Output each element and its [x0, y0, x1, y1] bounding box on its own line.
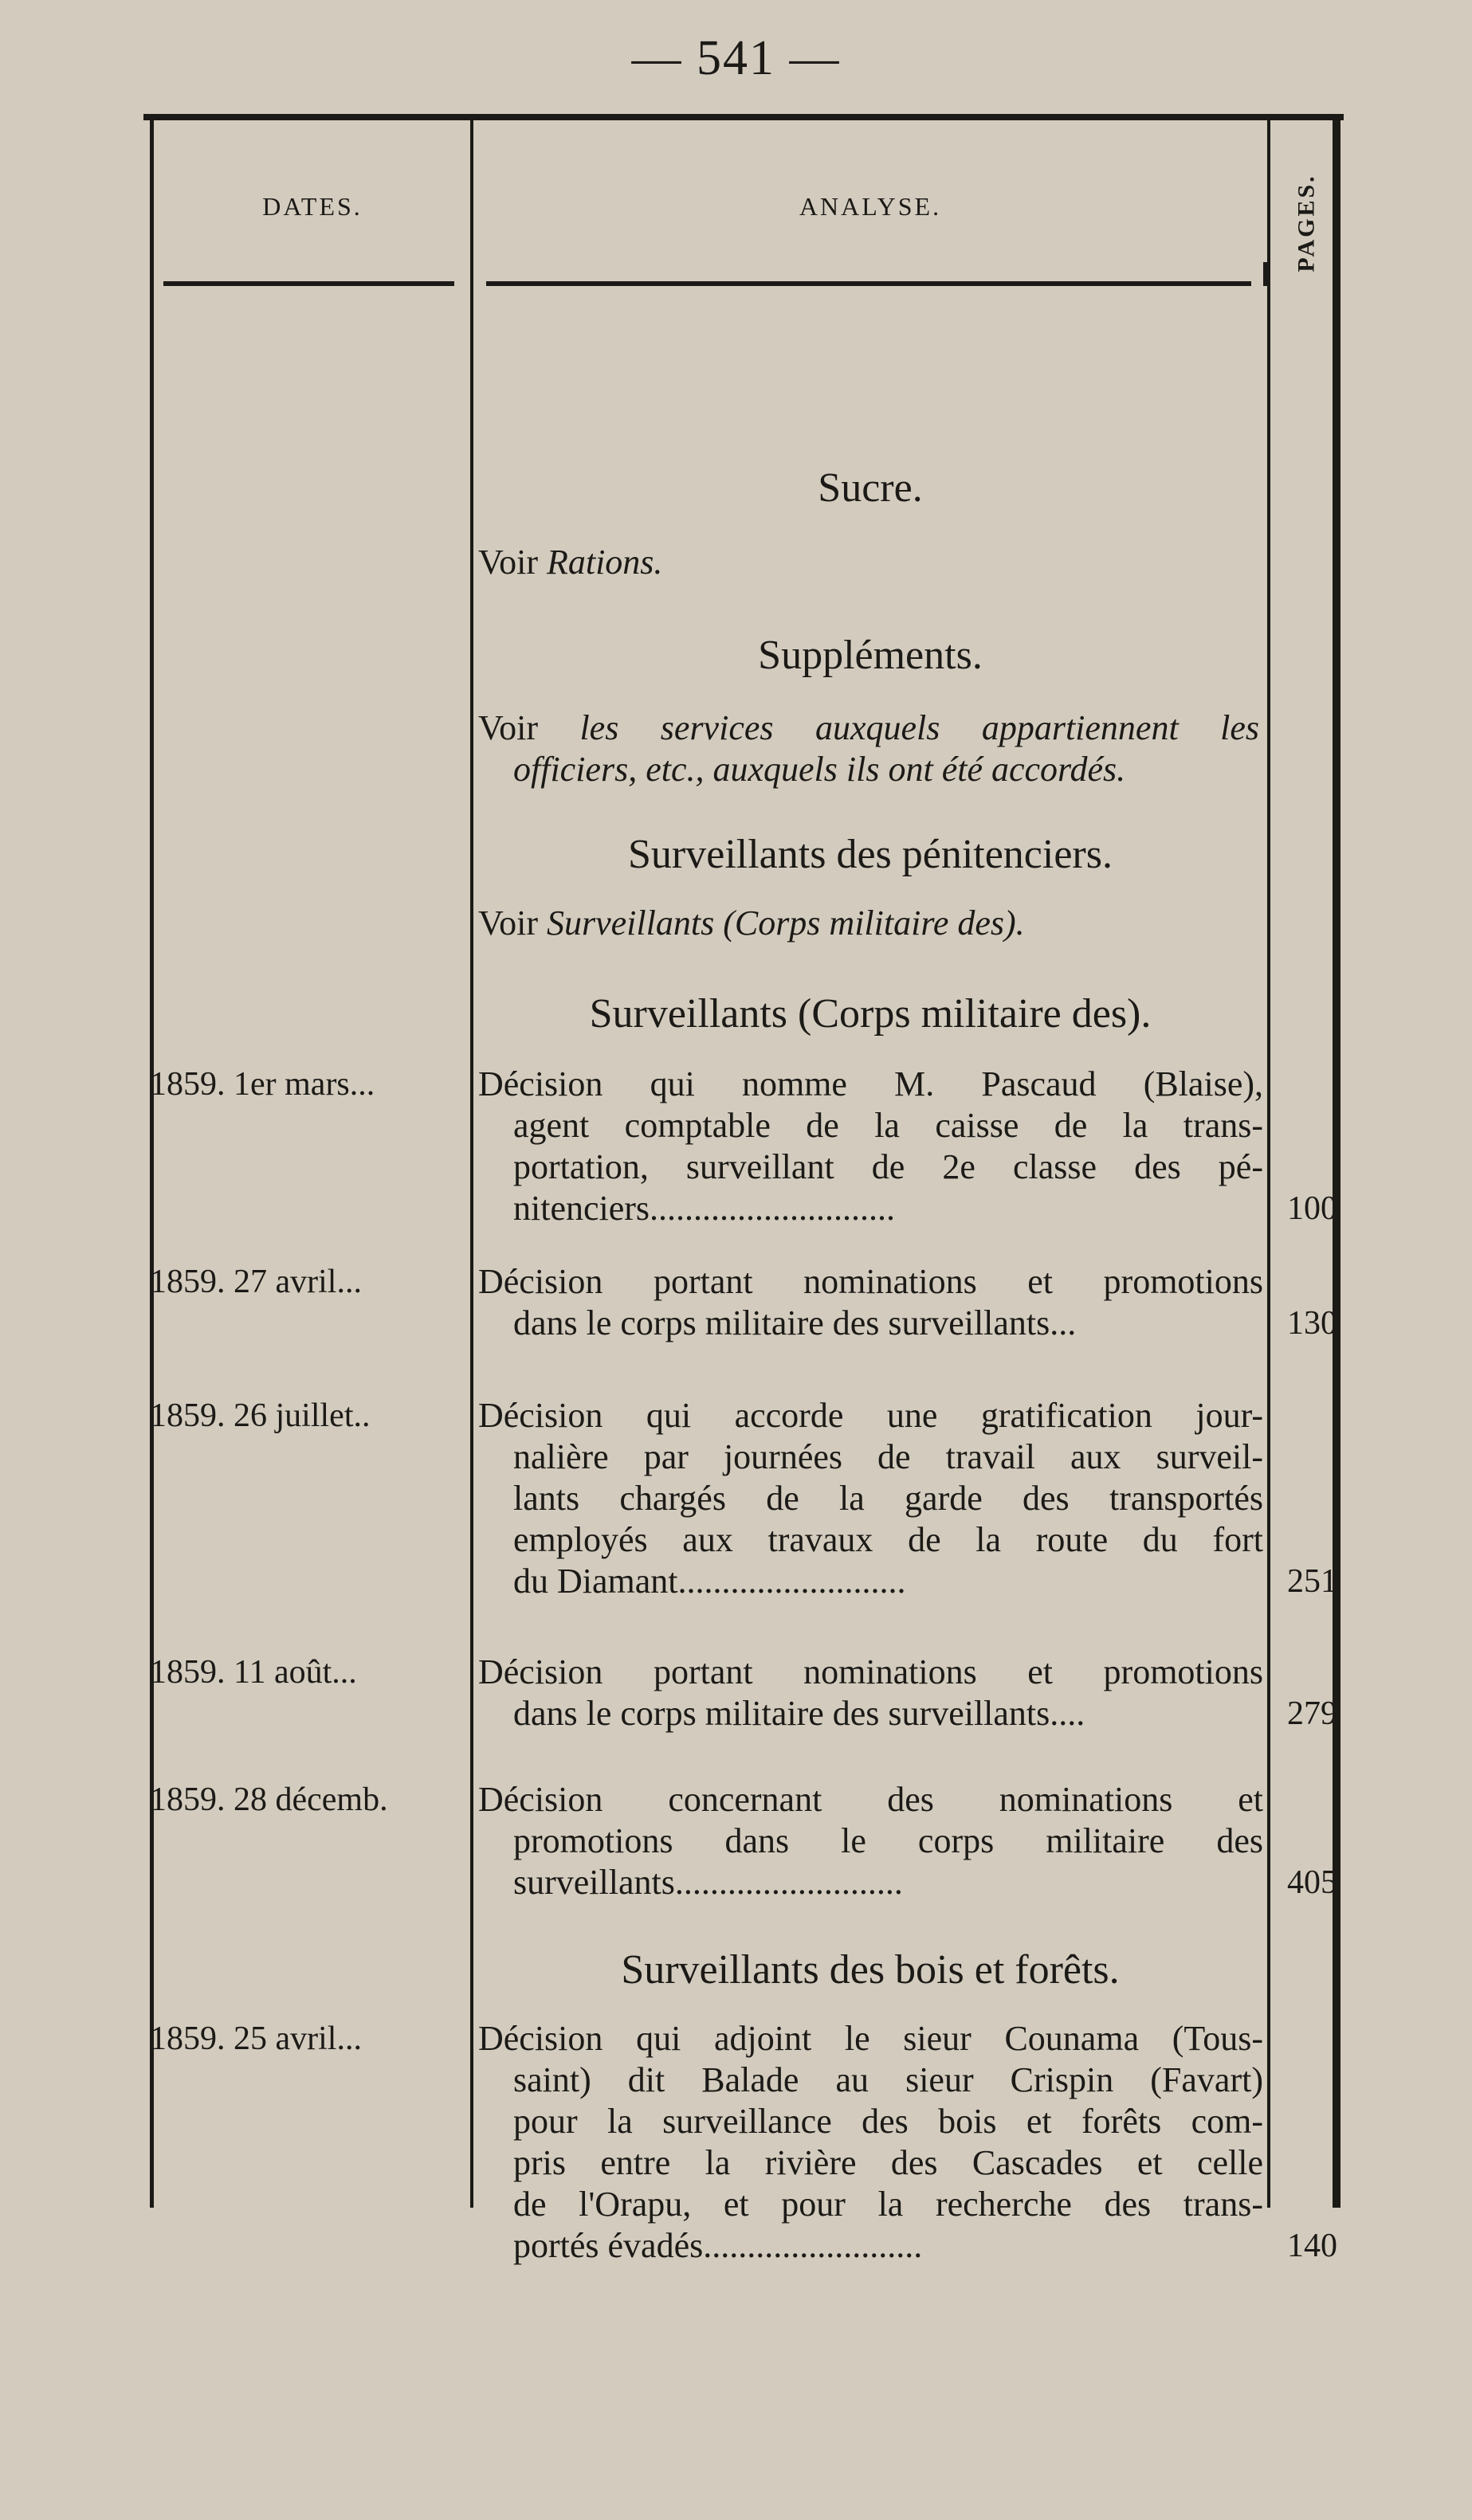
entry-line: du Diamant.......................... [513, 1562, 906, 1601]
entry-line: pour la surveillance des bois et forêts com- [513, 2102, 1263, 2141]
pages-column-header [1283, 139, 1331, 307]
voir-label: Voir [478, 543, 538, 582]
entry-line: promotions dans le corps militaire des [513, 1821, 1263, 1860]
entry-date: 1859. 27 avril... [150, 1264, 362, 1300]
pages-column-label: PAGES. [1293, 174, 1321, 272]
voir-label: Voir [478, 708, 538, 747]
entry-line: Décision qui nomme M. Pascaud (Blaise), [478, 1064, 1263, 1103]
entry-line: surveillants.......................... [513, 1863, 903, 1902]
voir-reference-penitenciers [478, 903, 1259, 944]
entry-line: dans le corps militaire des surveillants... [513, 1303, 1077, 1342]
entry-line: Décision qui adjoint le sieur Counama (Tous- [478, 2019, 1263, 2058]
entry-date: 1859. 26 juillet.. [150, 1397, 371, 1434]
entry-line: Décision portant nominations et promotions [478, 1652, 1263, 1691]
entry-line: nitenciers............................ [513, 1189, 896, 1228]
table-top-rule [143, 114, 1344, 120]
entry-analysis [478, 1064, 1263, 1229]
index-table [143, 114, 1344, 2265]
entry-analysis [478, 1261, 1263, 1344]
entry-date: 1859. 1er mars... [150, 1066, 375, 1103]
voir-target-continued: officiers, etc., auxquels ils ont été accordés. [513, 750, 1126, 789]
voir-target: Surveillants (Corps militaire des). [546, 903, 1025, 943]
voir-reference-sucre [478, 542, 1259, 583]
section-heading-sucre: Sucre. [818, 465, 923, 511]
entry-page: 140 [1287, 2228, 1337, 2264]
analyse-column-header: ANALYSE. [799, 192, 942, 221]
dates-header-rule [163, 281, 454, 286]
section-heading-surveillants-penitenciers: Surveillants des pénitenciers. [628, 832, 1113, 877]
entry-line: nalière par journées de travail aux surveil- [513, 1437, 1263, 1476]
entry-date: 1859. 11 août... [150, 1654, 357, 1691]
entry-line: employés aux travaux de la route du fort [513, 1520, 1263, 1559]
entry-line: pris entre la rivière des Cascades et celle [513, 2143, 1263, 2182]
page-number: — 541 — [631, 31, 841, 85]
entry-line: Décision portant nominations et promotions [478, 1262, 1263, 1301]
entry-page: 251 [1287, 1563, 1337, 1600]
section-heading-corps-militaire: Surveillants (Corps militaire des). [589, 991, 1152, 1037]
entry-page: 130 [1287, 1305, 1337, 1342]
entry-line: saint) dit Balade au sieur Crispin (Favart) [513, 2060, 1263, 2099]
analyse-header-rule [486, 281, 1251, 286]
entry-date: 1859. 28 décemb. [150, 1781, 388, 1818]
voir-reference-supplements [478, 707, 1259, 790]
section-heading-bois-forets: Surveillants des bois et forêts. [621, 1947, 1120, 1993]
entry-analysis [478, 2018, 1263, 2267]
pages-header-rule [1263, 262, 1270, 286]
voir-line [478, 707, 1259, 749]
entry-line: portation, surveillant de 2e classe des pé- [513, 1147, 1263, 1186]
dates-column-divider [470, 120, 473, 2208]
voir-target: les services auxquels appartiennent les [579, 708, 1260, 747]
entry-analysis [478, 1652, 1263, 1734]
dates-column-header: DATES. [262, 192, 363, 221]
entry-line: de l'Orapu, et pour la recherche des trans- [513, 2185, 1263, 2224]
entry-page: 279 [1287, 1695, 1337, 1732]
section-heading-supplements: Suppléments. [758, 633, 983, 678]
entry-analysis [478, 1779, 1263, 1903]
left-border [150, 120, 154, 2208]
entry-analysis [478, 1395, 1263, 1602]
entry-page: 100 [1287, 1190, 1337, 1227]
entry-line: portés évadés......................... [513, 2226, 923, 2265]
entry-line: dans le corps militaire des surveillants.... [513, 1694, 1085, 1733]
voir-label: Voir [478, 903, 538, 943]
entry-line: lants chargés de la garde des transportés [513, 1479, 1263, 1518]
entry-line: agent comptable de la caisse de la trans- [513, 1106, 1263, 1145]
voir-target: Rations. [546, 543, 663, 582]
entry-date: 1859. 25 avril... [150, 2020, 362, 2057]
entry-line: Décision concernant des nominations et [478, 1780, 1263, 1819]
entry-page: 405 [1287, 1864, 1337, 1901]
entry-line: Décision qui accorde une gratification jour- [478, 1396, 1263, 1435]
